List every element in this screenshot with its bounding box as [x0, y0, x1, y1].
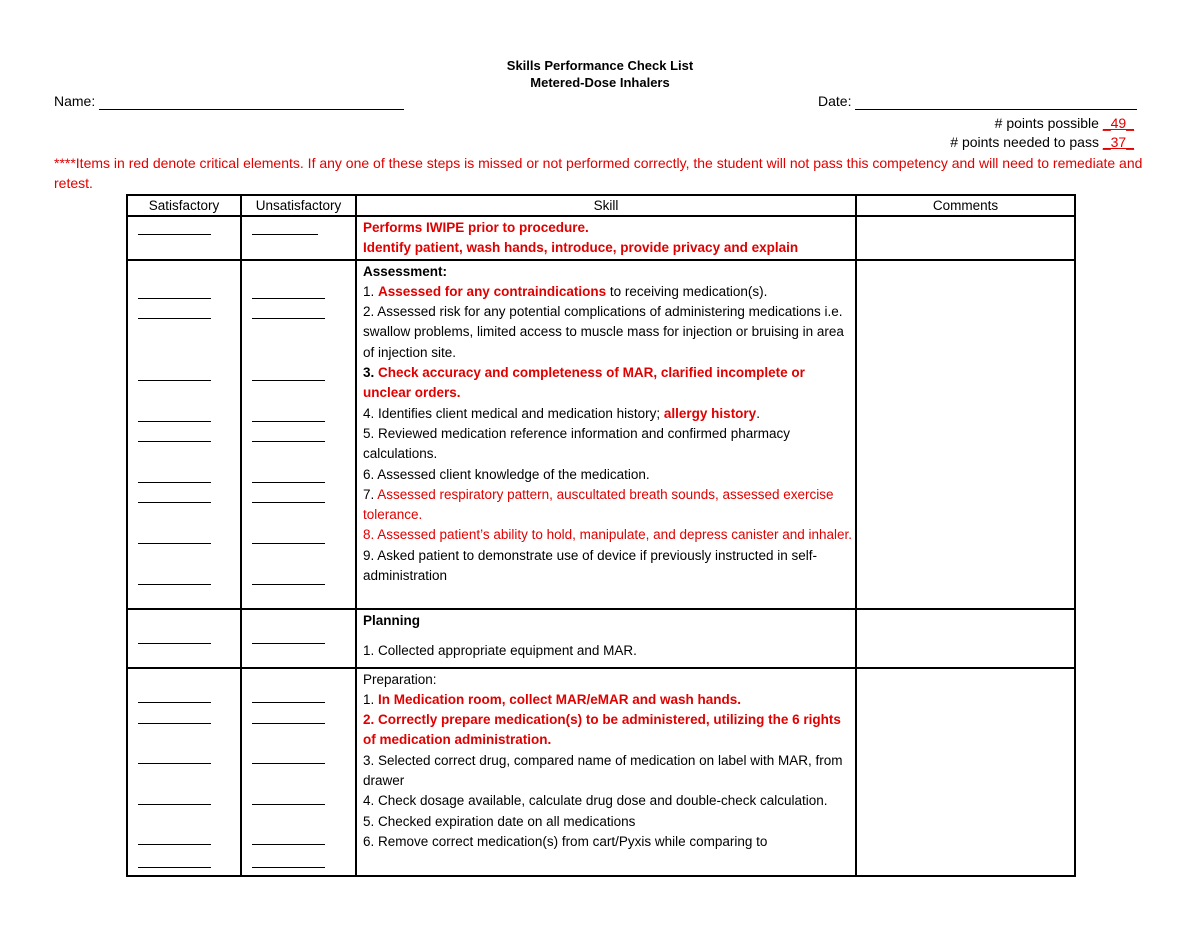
table-row	[127, 609, 1075, 668]
unsatisfactory-blank[interactable]	[252, 234, 318, 235]
unsatisfactory-blank[interactable]	[252, 441, 325, 442]
skill-item: 7. Assessed respiratory pattern, auscultated breath sounds, assessed exercise tolerance.	[363, 486, 834, 523]
skill-item: 5. Reviewed medication reference information and confirmed pharmacy calculations.	[363, 425, 790, 462]
unsatisfactory-cell	[241, 668, 356, 876]
unsatisfactory-cell	[241, 216, 356, 260]
table-header-row	[127, 195, 1075, 216]
table-row	[127, 260, 1075, 609]
satisfactory-blank[interactable]	[138, 804, 211, 805]
skill-text: Identify patient, wash hands, introduce, provide privacy and explain	[363, 240, 799, 256]
comments-cell[interactable]	[856, 260, 1075, 609]
skill-item: 9. Asked patient to demonstrate use of device if previously instructed in self-administration	[363, 547, 817, 584]
points-needed	[950, 133, 1134, 151]
unsatisfactory-blank[interactable]	[252, 643, 325, 644]
satisfactory-blank[interactable]	[138, 844, 211, 845]
skill-item: 3. Check accuracy and completeness of MAR, clarified incomplete or unclear orders.	[363, 365, 805, 401]
skill-cell	[356, 668, 856, 876]
skill-item: 4. Check dosage available, calculate drug dose and double-check calculation.	[363, 793, 828, 809]
skill-cell	[356, 216, 856, 260]
satisfactory-blank[interactable]	[138, 421, 211, 422]
date-field[interactable]	[818, 92, 1137, 110]
points-possible-value: _49_	[1102, 115, 1134, 131]
unsatisfactory-blank[interactable]	[252, 844, 325, 845]
table-row	[127, 216, 1075, 260]
satisfactory-blank[interactable]	[138, 298, 211, 299]
table-row	[127, 668, 1075, 876]
checklist-table	[126, 194, 1076, 877]
skill-cell	[356, 609, 856, 668]
satisfactory-cell	[127, 260, 241, 609]
name-field[interactable]	[54, 92, 404, 110]
satisfactory-blank[interactable]	[138, 482, 211, 483]
skill-item: 1. Collected appropriate equipment and MAR.	[363, 642, 637, 658]
name-blank[interactable]	[99, 95, 404, 110]
satisfactory-blank[interactable]	[138, 723, 211, 724]
skill-item: 1. In Medication room, collect MAR/eMAR and wash hands.	[363, 691, 742, 707]
skill-item: 8. Assessed patient’s ability to hold, manipulate, and depress canister and inhaler.	[363, 527, 853, 543]
comments-cell[interactable]	[856, 216, 1075, 260]
page-title: Skills Performance Check List	[506, 58, 694, 73]
unsatisfactory-blank[interactable]	[252, 318, 325, 319]
unsatisfactory-blank[interactable]	[252, 723, 325, 724]
unsatisfactory-blank[interactable]	[252, 502, 325, 503]
unsatisfactory-blank[interactable]	[252, 702, 325, 703]
points-needed-value: _37_	[1102, 134, 1134, 150]
points-possible	[995, 114, 1134, 132]
satisfactory-blank[interactable]	[138, 702, 211, 703]
unsatisfactory-blank[interactable]	[252, 584, 325, 585]
points-needed-label: # points needed to pass	[950, 134, 1103, 150]
satisfactory-blank[interactable]	[138, 763, 211, 764]
satisfactory-blank[interactable]	[138, 234, 211, 235]
section-heading: Preparation:	[363, 671, 437, 687]
unsatisfactory-blank[interactable]	[252, 763, 325, 764]
unsatisfactory-blank[interactable]	[252, 482, 325, 483]
unsatisfactory-blank[interactable]	[252, 867, 325, 868]
name-label: Name:	[54, 93, 96, 109]
satisfactory-blank[interactable]	[138, 380, 211, 381]
unsatisfactory-blank[interactable]	[252, 380, 325, 381]
skill-item: 1. Assessed for any contraindications to receiving medication(s).	[363, 283, 768, 299]
satisfactory-cell	[127, 216, 241, 260]
skill-item: 2. Assessed risk for any potential complications of administering medications i.e. swallow problems, limited access to muscle mass for injection or bruising in area of injection site.	[363, 304, 844, 360]
skill-item: 6. Assessed client knowledge of the medication.	[363, 466, 650, 482]
section-heading: Planning	[363, 612, 420, 628]
comments-cell[interactable]	[856, 609, 1075, 668]
skill-item: 5. Checked expiration date on all medications	[363, 813, 636, 829]
skill-item: 3. Selected correct drug, compared name of medication on label with MAR, from drawer	[363, 752, 843, 789]
skill-item: 6. Remove correct medication(s) from cart/Pyxis while comparing to	[363, 833, 768, 849]
critical-elements-note: ****Items in red denote critical elements. If any one of these steps is missed or not performed correctly, the student will not pass this competency and will need to remediate and retest.	[54, 155, 1143, 191]
satisfactory-cell	[127, 668, 241, 876]
unsatisfactory-cell	[241, 260, 356, 609]
satisfactory-blank[interactable]	[138, 867, 211, 868]
skill-cell	[356, 260, 856, 609]
skill-text: Performs IWIPE prior to procedure.	[363, 220, 589, 235]
skill-item: 4. Identifies client medical and medication history; allergy history.	[363, 405, 760, 421]
satisfactory-blank[interactable]	[138, 584, 211, 585]
satisfactory-blank[interactable]	[138, 502, 211, 503]
unsatisfactory-blank[interactable]	[252, 543, 325, 544]
col-satisfactory: Satisfactory	[127, 195, 241, 216]
unsatisfactory-blank[interactable]	[252, 421, 325, 422]
satisfactory-blank[interactable]	[138, 543, 211, 544]
comments-cell[interactable]	[856, 668, 1075, 876]
col-skill: Skill	[356, 195, 856, 216]
satisfactory-cell	[127, 609, 241, 668]
unsatisfactory-cell	[241, 609, 356, 668]
satisfactory-blank[interactable]	[138, 643, 211, 644]
points-possible-label: # points possible	[994, 115, 1103, 131]
section-heading: Assessment:	[363, 263, 448, 279]
skill-item: 2. Correctly prepare medication(s) to be administered, utilizing the 6 rights of medication administration.	[363, 712, 841, 748]
satisfactory-blank[interactable]	[138, 441, 211, 442]
unsatisfactory-blank[interactable]	[252, 804, 325, 805]
col-comments: Comments	[856, 195, 1075, 216]
date-label: Date:	[818, 93, 852, 109]
col-unsatisfactory: Unsatisfactory	[241, 195, 356, 216]
satisfactory-blank[interactable]	[138, 318, 211, 319]
unsatisfactory-blank[interactable]	[252, 298, 325, 299]
date-blank[interactable]	[855, 95, 1137, 110]
page-subtitle: Metered-Dose Inhalers	[530, 75, 670, 90]
